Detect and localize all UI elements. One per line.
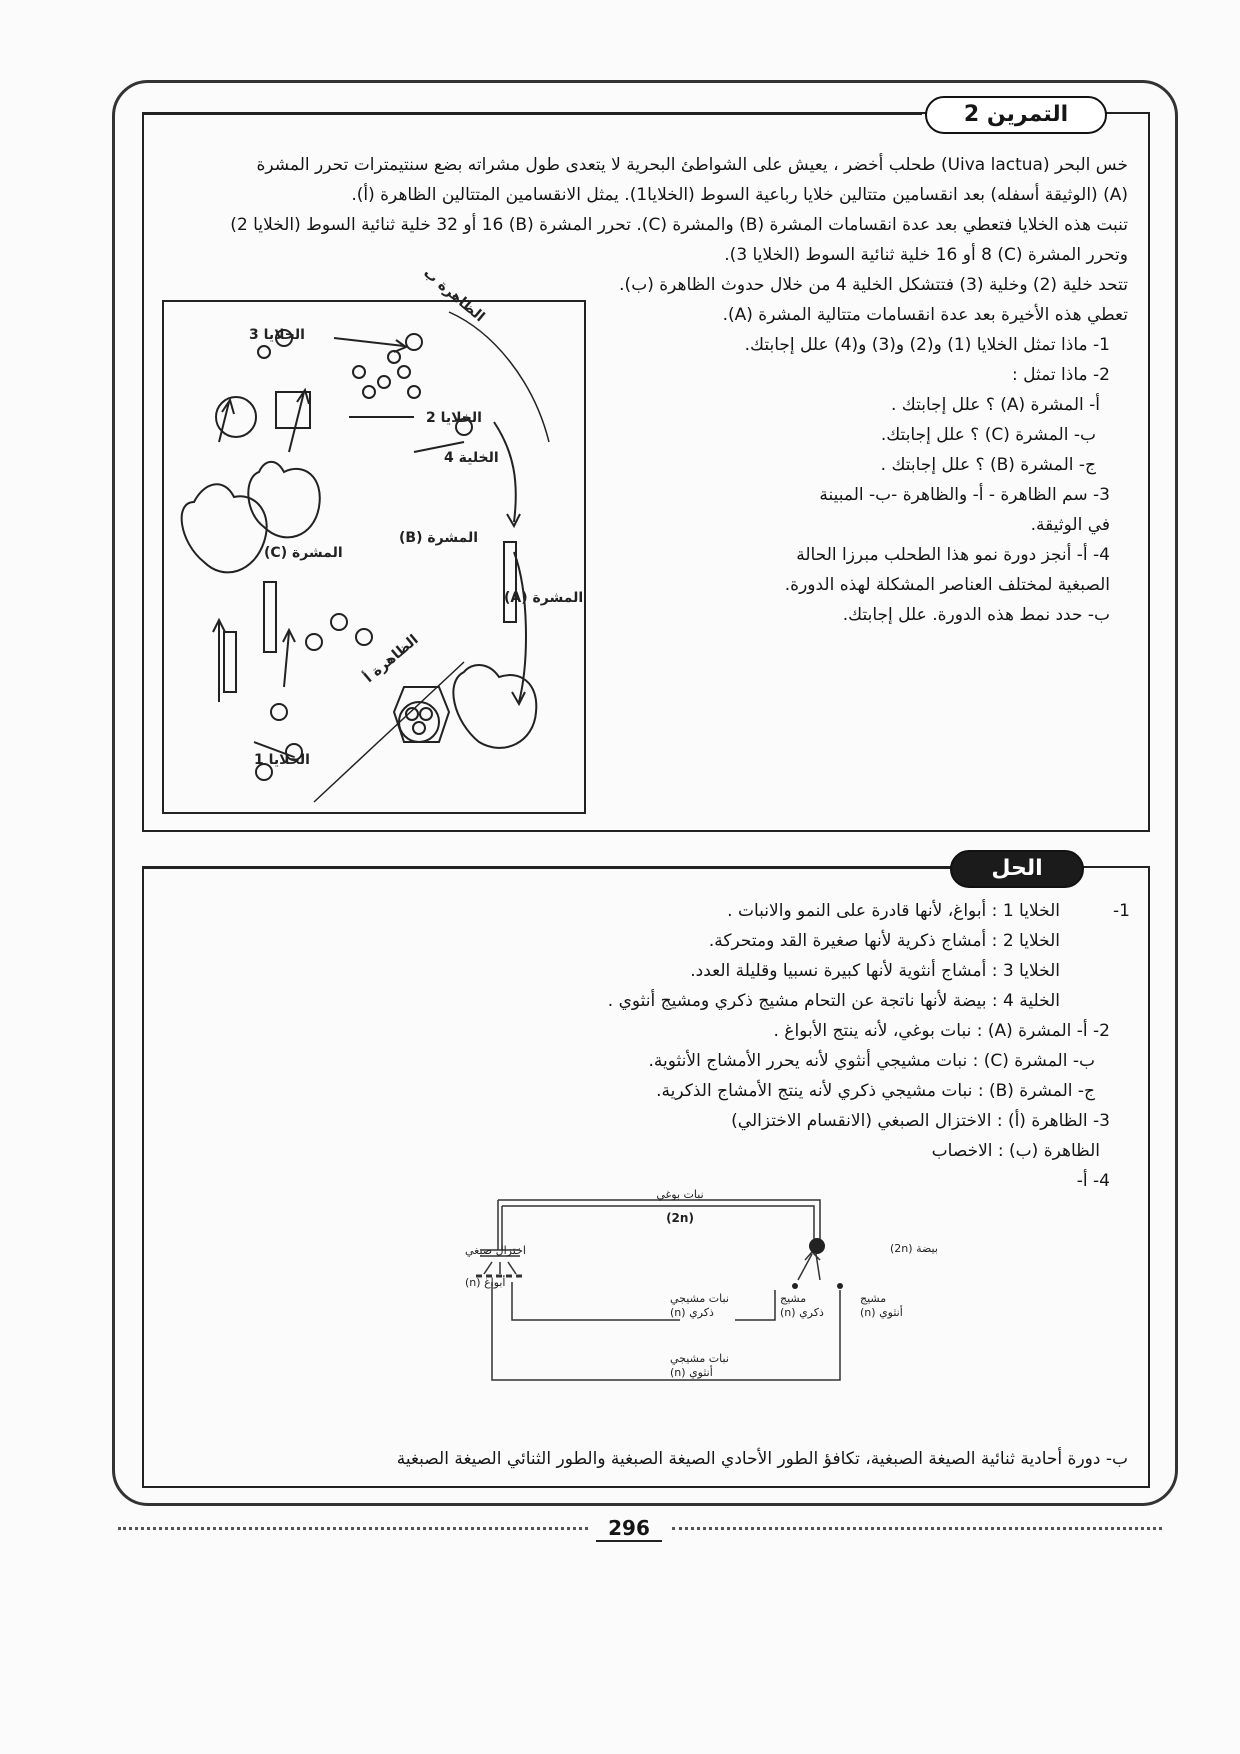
cycle-female-gamete: مشيج [860, 1292, 887, 1305]
footer-dots-left [118, 1527, 588, 1530]
cycle-female-gamete-2: أنثوي (n) [860, 1306, 903, 1319]
solution-line-7: ج- المشرة (B) : نبات مشيجي ذكري لأنه ينتج الأمشاج الذكرية. [656, 1081, 1095, 1101]
cycle-zygote: بيضة (2n) [890, 1242, 938, 1255]
label-cells-3: الخلايا 3 [249, 327, 305, 343]
arrow-top [334, 338, 404, 346]
cycle-diagram [380, 1188, 938, 1420]
label-thallus-b: المشرة (B) [399, 530, 479, 546]
label-phenomenon-a: الظاهرة أ [361, 631, 422, 687]
zygote-dot [809, 1238, 825, 1254]
question-4b: ب- حدد نمط هذه الدورة. علل إجابتك. [842, 605, 1110, 625]
label-cell-4: الخلية 4 [444, 450, 499, 466]
life-cycle-figure [162, 265, 586, 814]
intro-line-2: (A) (الوثيقة أسفله) بعد انقسامين متتالين خلايا رباعية السوط (الخلايا1). يمثل الانقسامين المتتالين الظاهرة (أ). [351, 185, 1128, 205]
question-4a: 4- أ- أنجز دورة نمو هذا الطحلب مبرزا الحالة [796, 545, 1110, 565]
intro-line-1: خس البحر (Uiva lactua) طحلب أخضر ، يعيش على الشواطئ البحرية لا يتعدى طول مشراته بضع سنتيمترات تحرر المشرة [256, 155, 1128, 175]
label-cells-1: الخلايا 1 [254, 752, 310, 768]
cycle-sporophyte-ploidy: (2n) [666, 1211, 694, 1225]
intro-line-5: تتحد خلية (2) وخلية (3) فتتشكل الخلية 4 من خلال حدوث الظاهرة (ب). [619, 275, 1128, 295]
label-thallus-a: المشرة (A) [504, 590, 584, 606]
solution-line-1: الخلايا 1 : أبواغ، لأنها قادرة على النمو والانبات . [727, 901, 1060, 921]
cycle-male-gamete: مشيج [780, 1292, 807, 1305]
question-1: 1- ماذا تمثل الخلايا (1) و(2) و(3) و(4) علل إجابتك. [744, 335, 1110, 355]
solution-line-8: 3- الظاهرة (أ) : الاختزال الصبغي (الانقسام الاختزالي) [731, 1111, 1110, 1131]
page-number: 296 [596, 1516, 662, 1542]
cycle-drawing [380, 1188, 938, 1420]
cycle-male-gamete-2: ذكري (n) [780, 1306, 824, 1319]
solution-conclusion: ب- دورة أحادية ثنائية الصيغة الصبغية، تكافؤ الطور الأحادي الصيغة الصبغية والطور الثنائي الصيغة الصبغية [396, 1449, 1128, 1469]
label-thallus-c: المشرة (C) [264, 545, 343, 561]
solution-line-5: 2- أ- المشرة (A) : نبات بوغي، لأنه ينتج الأبواغ . [773, 1021, 1110, 1041]
intro-line-3: تنبت هذه الخلايا فتعطي بعد عدة انقسامات المشرة (B) والمشرة (C). تحرر المشرة (B) 16 أو 32 خلية ثنائية السوط (الخلايا 2) [230, 215, 1128, 235]
cycle-male-gametophyte-2: ذكري (n) [670, 1306, 714, 1319]
cycle-meiosis: اختزال صبغي [465, 1244, 526, 1257]
question-4a-cont: الصبغية لمختلف العناصر المشكلة لهذه الدورة. [784, 575, 1110, 595]
question-2b: ب- المشرة (C) ؟ علل إجابتك. [880, 425, 1096, 445]
solution-header-line [142, 867, 950, 869]
solution-line-6: ب- المشرة (C) : نبات مشيجي أنثوي لأنه يحرر الأمشاج الأنثوية. [648, 1051, 1095, 1071]
exercise-title: التمرين 2 [925, 96, 1107, 134]
solution-line-2: الخلايا 2 : أمشاج ذكرية لأنها صغيرة القد ومتحركة. [708, 931, 1060, 951]
arrow-right-1 [494, 422, 516, 522]
life-cycle-drawing [164, 265, 584, 812]
cycle-sporophyte: نبات بوغي [656, 1188, 704, 1201]
footer-dots-right [672, 1527, 1162, 1530]
solution-line-9: الظاهرة (ب) : الاخصاب [931, 1141, 1100, 1161]
solution-line-4: الخلية 4 : بيضة لأنها ناتجة عن التحام مشيج ذكري ومشيج أنثوي . [607, 991, 1060, 1011]
exercise-header-line [142, 113, 922, 115]
cycle-male-gametophyte: نبات مشيجي [670, 1292, 729, 1305]
solution-line-10: 4- أ- [1076, 1171, 1110, 1191]
solution-q1-num: 1- [1113, 901, 1130, 921]
intro-line-6: تعطي هذه الأخيرة بعد عدة انقسامات متتالية المشرة (A). [722, 305, 1128, 325]
question-2c: ج- المشرة (B) ؟ علل إجابتك . [880, 455, 1096, 475]
label-phenomenon-b: الظاهرة ب [420, 265, 488, 326]
intro-line-4: وتحرر المشرة (C) 8 أو 16 خلية ثنائية السوط (الخلايا 3). [724, 245, 1128, 265]
solution-line-3: الخلايا 3 : أمشاج أنثوية لأنها كبيرة نسبيا وقليلة العدد. [690, 961, 1060, 981]
label-cells-2: الخلايا 2 [426, 410, 482, 426]
question-2a: أ- المشرة (A) ؟ علل إجابتك . [890, 395, 1100, 415]
solution-title: الحل [950, 850, 1084, 888]
question-3: 3- سم الظاهرة - أ- والظاهرة -ب- المبينة [819, 485, 1110, 505]
question-2: 2- ماذا تمثل : [1011, 365, 1110, 385]
cycle-female-gametophyte-2: أنثوي (n) [670, 1366, 713, 1379]
cycle-spores: أبواغ (n) [465, 1276, 506, 1289]
question-3-cont: في الوثيقة. [1030, 515, 1110, 535]
cycle-female-gametophyte: نبات مشيجي [670, 1352, 729, 1365]
question-list [590, 330, 1110, 630]
